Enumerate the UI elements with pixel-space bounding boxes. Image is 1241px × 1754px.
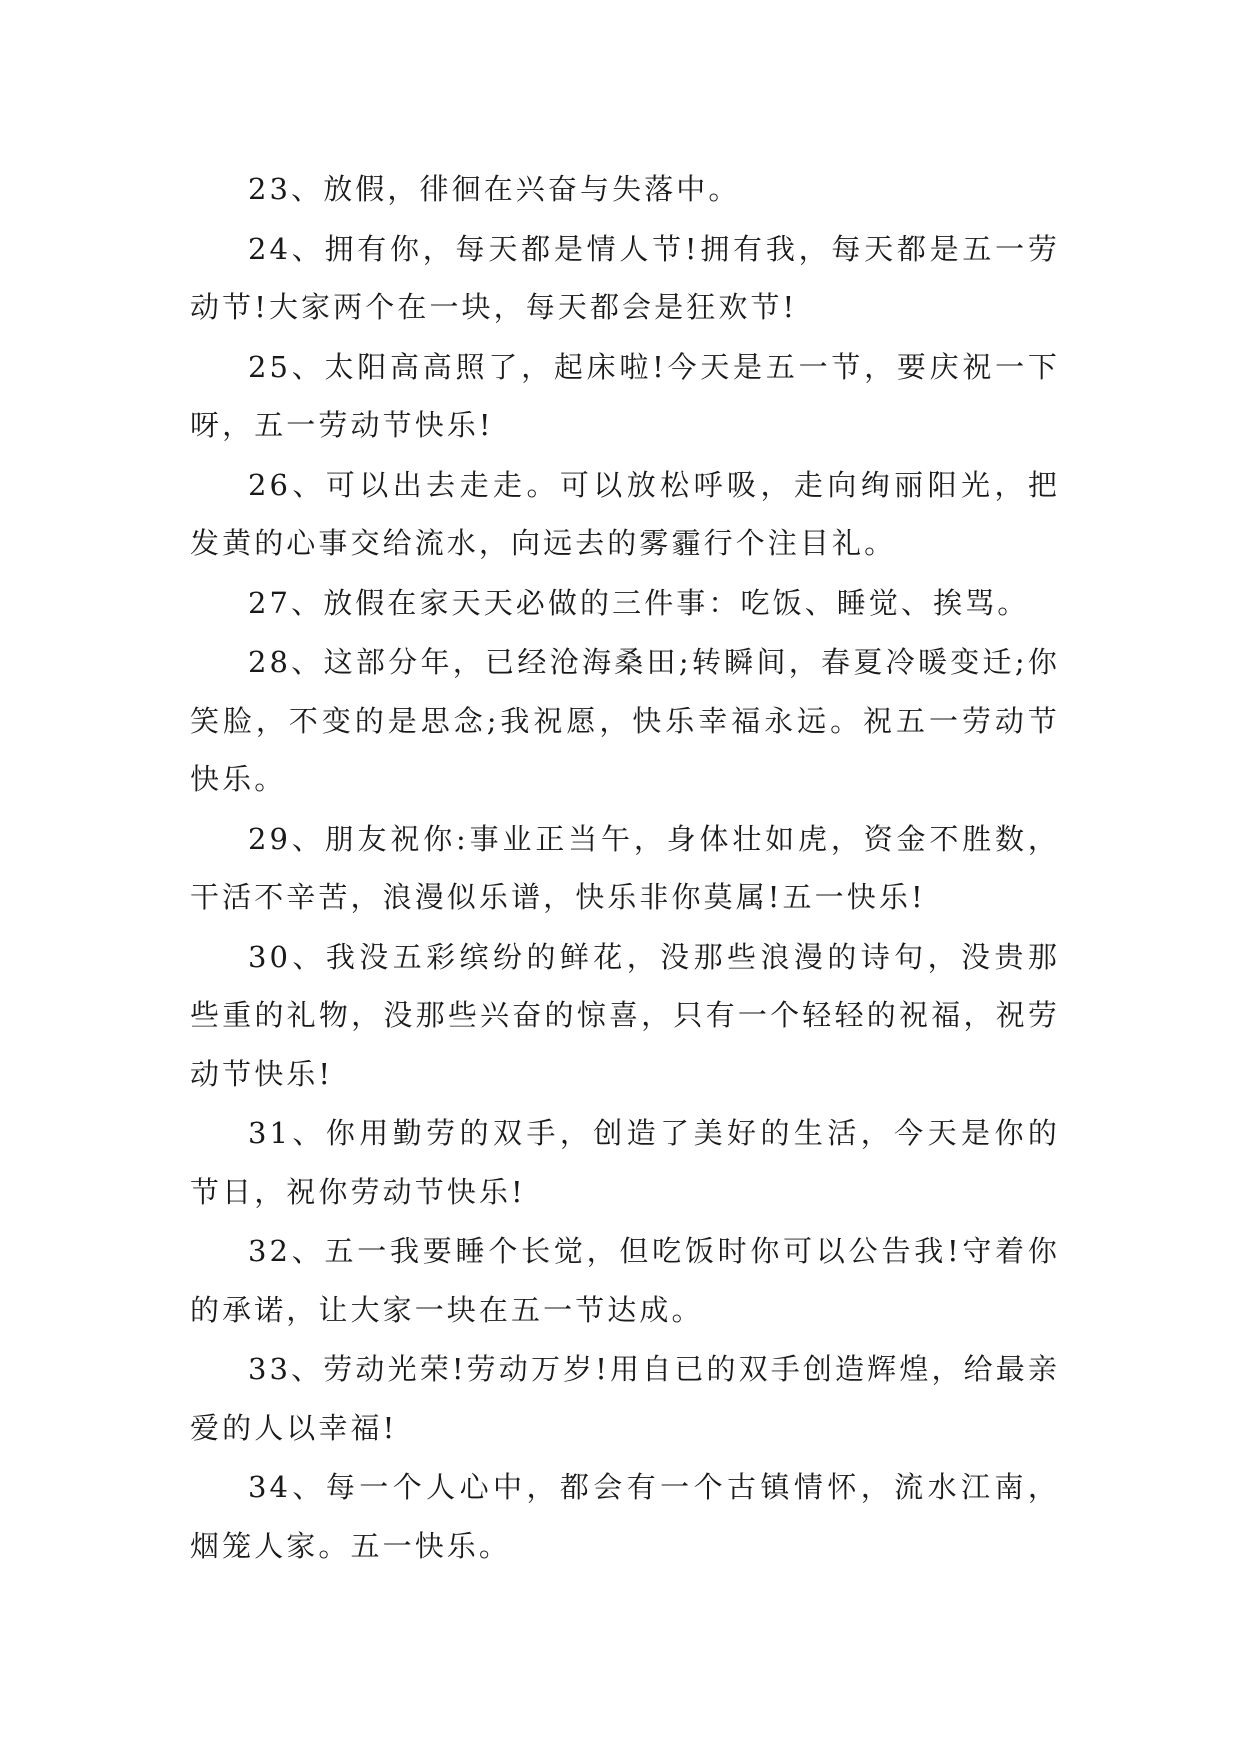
paragraph-25: 25、太阳高高照了，起床啦!今天是五一节，要庆祝一下呀，五一劳动节快乐! (190, 349, 1060, 442)
paragraph-27: 27、放假在家天天必做的三件事：吃饭、睡觉、挨骂。 (248, 585, 1030, 620)
paragraph-30: 30、我没五彩缤纷的鲜花，没那些浪漫的诗句，没贵那些重的礼物，没那些兴奋的惊喜，只有一个轻轻的祝福，祝劳动节快乐! (190, 939, 1060, 1091)
paragraph-34: 34、每一个人心中，都会有一个古镇情怀，流水江南，烟笼人家。五一快乐。 (190, 1470, 1060, 1563)
paragraph-33: 33、劳动光荣!劳动万岁!用自已的双手创造辉煌，给最亲爱的人以幸福! (190, 1352, 1060, 1445)
paragraph-26: 26、可以出去走走。可以放松呼吸，走向绚丽阳光，把发黄的心事交给流水，向远去的雾霾行个注目礼。 (190, 467, 1060, 560)
document-body (190, 160, 1060, 1576)
paragraph-24: 24、拥有你，每天都是情人节!拥有我，每天都是五一劳动节!大家两个在一块，每天都会是狂欢节! (190, 231, 1060, 324)
paragraph-31: 31、你用勤劳的双手，创造了美好的生活，今天是你的节日，祝你劳动节快乐! (190, 1116, 1060, 1209)
paragraph-32: 32、五一我要睡个长觉，但吃饭时你可以公告我!守着你的承诺，让大家一块在五一节达成。 (190, 1234, 1060, 1327)
paragraph-28: 28、这部分年，已经沧海桑田;转瞬间，春夏冷暖变迁;你笑脸，不变的是思念;我祝愿，快乐幸福永远。祝五一劳动节快乐。 (190, 645, 1060, 796)
paragraph-23: 23、放假，徘徊在兴奋与失落中。 (248, 172, 741, 206)
paragraph-29: 29、朋友祝你:事业正当午，身体壮如虎，资金不胜数，干活不辛苦，浪漫似乐谱，快乐非你莫属!五一快乐! (190, 821, 1060, 914)
